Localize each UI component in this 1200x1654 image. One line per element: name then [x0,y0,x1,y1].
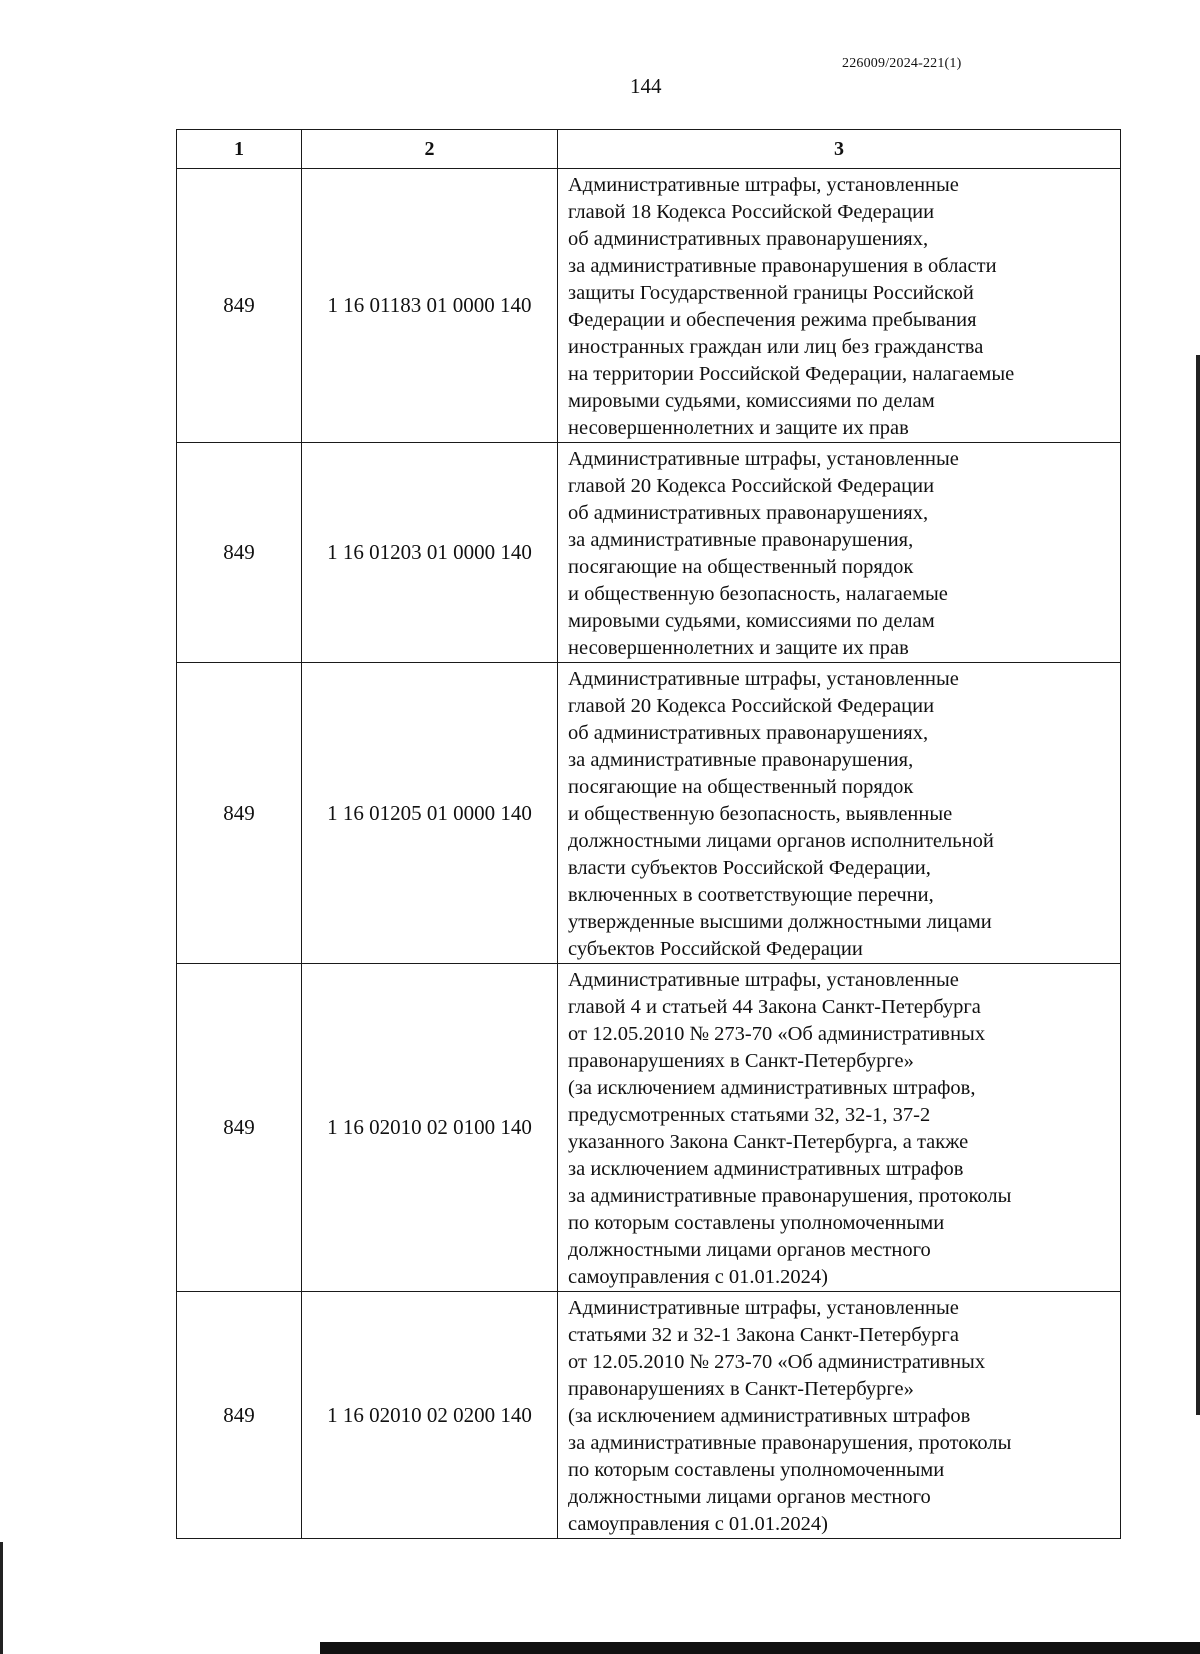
table-header [177,130,1121,169]
budget-code-cell: 1 16 02010 02 0100 140 [302,964,558,1292]
admin-code-cell: 849 [177,964,302,1292]
budget-code-cell: 1 16 01183 01 0000 140 [302,169,558,443]
scan-edge-bottom [320,1642,1200,1654]
budget-code-cell: 1 16 01203 01 0000 140 [302,443,558,663]
scan-edge-right [1196,355,1200,1415]
description-text: Административные штрафы, установленные главой 4 и статьей 44 Закона Санкт-Петербурга от 12.05.2010 № 273-70 «Об административных правонарушениях в Санкт-Петербурге» (за исключением административных штрафов, предусмотренных статьями 32, 32-1, 37-2 указанного Закона Санкт-Петербурга, а также за исключением административных штрафов за административные правонарушения, протоколы по которым составлены уполномоченными должностными лицами органов местного самоуправления с 01.01.2024) [568,969,1012,1288]
column-header-1: 1 [177,130,302,169]
description-text: Административные штрафы, установленные статьями 32 и 32-1 Закона Санкт-Петербурга от 12.05.2010 № 273-70 «Об административных правонарушениях в Санкт-Петербурге» (за исключением административных штрафов за административные правонарушения, протоколы по которым составлены уполномоченными должностными лицами органов местного самоуправления с 01.01.2024) [568,1297,1012,1535]
admin-code-cell: 849 [177,443,302,663]
table-row [177,663,1121,964]
table-row [177,1292,1121,1539]
description-text: Административные штрафы, установленные главой 20 Кодекса Российской Федерации об административных правонарушениях, за административные правонарушения, посягающие на общественный порядок и общественную безопасность, выявленные должностными лицами органов исполнительной власти субъектов Российской Федерации, включенных в соответствующие перечни, утвержденные высшими должностными лицами субъектов Российской Федерации [568,668,994,960]
table-row [177,964,1121,1292]
budget-code-cell: 1 16 01205 01 0000 140 [302,663,558,964]
admin-code-cell: 849 [177,169,302,443]
table-row [177,169,1121,443]
description-cell [558,443,1121,663]
budget-codes-table [176,129,1121,1539]
admin-code-cell: 849 [177,1292,302,1539]
description-cell [558,1292,1121,1539]
description-cell [558,964,1121,1292]
description-cell [558,169,1121,443]
description-text: Административные штрафы, установленные главой 20 Кодекса Российской Федерации об административных правонарушениях, за административные правонарушения, посягающие на общественный порядок и общественную безопасность, налагаемые мировыми судьями, комиссиями по делам несовершеннолетних и защите их прав [568,448,959,659]
column-header-2: 2 [302,130,558,169]
document-id: 226009/2024-221(1) [842,56,962,71]
budget-code-cell: 1 16 02010 02 0200 140 [302,1292,558,1539]
scan-edge-left [0,1542,3,1654]
table-row [177,443,1121,663]
description-cell [558,663,1121,964]
column-header-3: 3 [558,130,1121,169]
page-number: 144 [630,74,662,98]
description-text: Административные штрафы, установленные главой 18 Кодекса Российской Федерации об административных правонарушениях, за административные правонарушения в области защиты Государственной границы Российской Федерации и обеспечения режима пребывания иностранных граждан или лиц без гражданства на территории Российской Федерации, налагаемые мировыми судьями, комиссиями по делам несовершеннолетних и защите их прав [568,174,1015,439]
admin-code-cell: 849 [177,663,302,964]
